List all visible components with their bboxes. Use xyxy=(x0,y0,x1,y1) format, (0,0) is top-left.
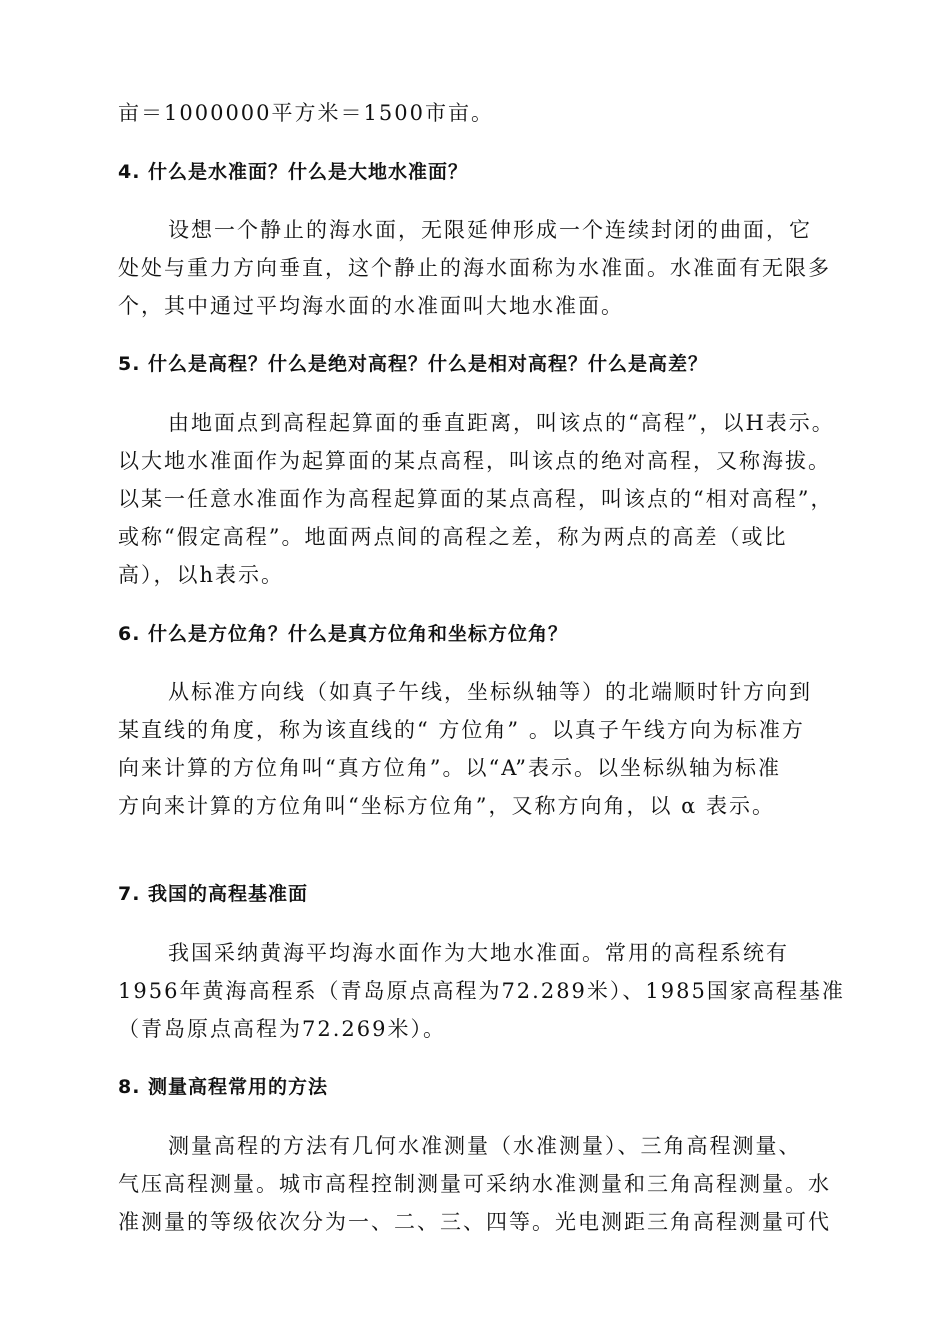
section-5-line-5: 高），以h表示。 xyxy=(118,563,285,587)
section-4-line-1: 设想一个静止的海水面，无限延伸形成一个连续封闭的曲面，它 xyxy=(168,218,812,242)
section-6-line-2: 某直线的角度，称为该直线的“ 方位角” 。以真子午线方向为标准方 xyxy=(118,718,805,742)
section-5-line-3: 以某一任意水准面作为高程起算面的某点高程，叫该点的“相对高程”， xyxy=(118,487,834,511)
section-6-line-3: 向来计算的方位角叫“真方位角”。以“A”表示。以坐标纵轴为标准 xyxy=(118,756,782,780)
section-4-line-3: 个，其中通过平均海水面的水准面叫大地水准面。 xyxy=(118,294,624,318)
section-4-heading: 4. 什么是水准面？什么是大地水准面？ xyxy=(118,161,469,183)
section-5-line-2: 以大地水准面作为起算面的某点高程，叫该点的绝对高程，又称海拔。 xyxy=(118,449,831,473)
section-5-line-4: 或称“假定高程”。地面两点间的高程之差，称为两点的高差（或比 xyxy=(118,525,788,549)
section-5-heading: 5. 什么是高程？什么是绝对高程？什么是相对高程？什么是高差？ xyxy=(118,353,709,375)
section-8-line-3: 准测量的等级依次分为一、二、三、四等。光电测距三角高程测量可代 xyxy=(118,1210,831,1234)
section-7-line-2: 1956年黄海高程系（青岛原点高程为72.289米）、1985国家高程基准 xyxy=(118,979,845,1003)
section-7-line-3: （青岛原点高程为72.269米）。 xyxy=(118,1017,446,1041)
section-4-line-2: 处处与重力方向垂直，这个静止的海水面称为水准面。水准面有无限多 xyxy=(118,256,831,280)
section-8-line-1: 测量高程的方法有几何水准测量（水准测量）、三角高程测量、 xyxy=(168,1134,802,1158)
section-6-line-4: 方向来计算的方位角叫“坐标方位角”，又称方向角，以 α 表示。 xyxy=(118,794,776,818)
section-6-heading: 6. 什么是方位角？什么是真方位角和坐标方位角？ xyxy=(118,623,569,645)
section-6-line-1: 从标准方向线（如真子午线，坐标纵轴等）的北端顺时针方向到 xyxy=(168,680,812,704)
section-7-line-1: 我国采纳黄海平均海水面作为大地水准面。常用的高程系统有 xyxy=(168,941,789,965)
section-8-heading: 8. 测量高程常用的方法 xyxy=(118,1076,329,1098)
section-5-line-1: 由地面点到高程起算面的垂直距离，叫该点的“高程”，以H表示。 xyxy=(168,411,835,435)
section-7-heading: 7. 我国的高程基准面 xyxy=(118,883,309,905)
section-8-line-2: 气压高程测量。城市高程控制测量可采纳水准测量和三角高程测量。水 xyxy=(118,1172,831,1196)
intro-line: 亩＝1000000平方米＝1500市亩。 xyxy=(118,101,494,125)
